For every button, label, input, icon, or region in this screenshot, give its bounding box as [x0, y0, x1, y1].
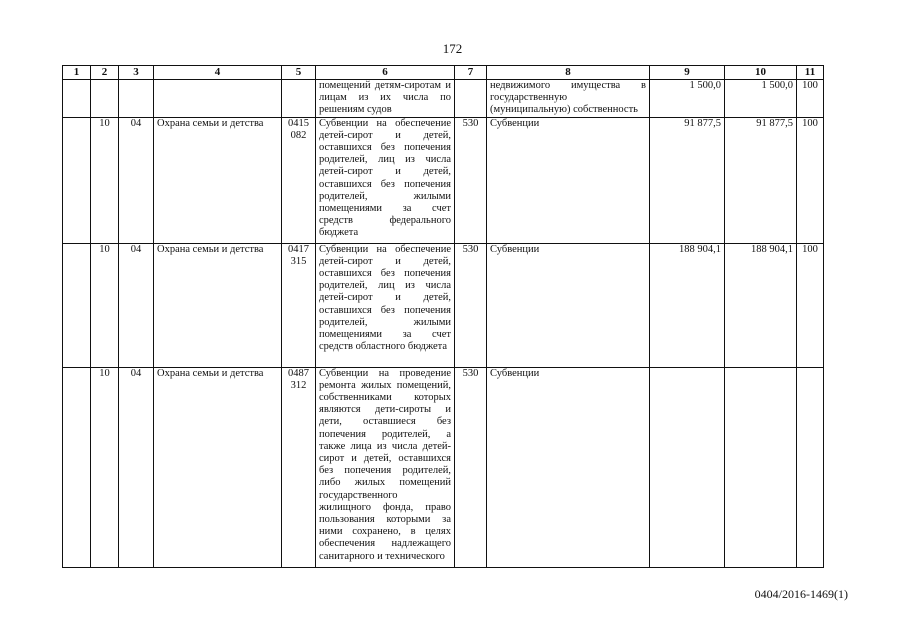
cell-amount-planned: 1 500,0	[650, 80, 725, 118]
column-header: 5	[282, 66, 316, 80]
cell-section: 10	[91, 367, 119, 567]
cell-section-name: Охрана семьи и детства	[154, 367, 282, 567]
column-header: 3	[119, 66, 154, 80]
target-code-part: 0487	[288, 367, 309, 379]
cell-expense-code: 530	[455, 367, 487, 567]
column-header: 4	[154, 66, 282, 80]
cell-section: 10	[91, 243, 119, 367]
cell-percent: 100	[797, 243, 824, 367]
budget-table	[62, 65, 824, 568]
cell-section	[91, 80, 119, 118]
cell-col1	[63, 367, 91, 567]
cell-description: Субвенции на проведение ремонта жилых помещений, собственниками которых являются дети-сироты и дети, оставшиеся без попечения родителей, а также лица из числа детей-сирот и детей, оставшихся без попечения родителей, либо жилых помещений государственного жилищного фонда, право пользования которыми за ними сохранено, в целях обеспечения надлежащего санитарного и технического	[316, 367, 455, 567]
cell-amount-planned: 188 904,1	[650, 243, 725, 367]
cell-description: Субвенции на обеспечение детей-сирот и детей, оставшихся без попечения родителей, лиц из числа детей-сирот и детей, оставшихся без попечения родителей, жилыми помещениями за счет средств областного бюджета	[316, 243, 455, 367]
cell-expense-type: Субвенции	[487, 117, 650, 243]
cell-section-name: Охрана семьи и детства	[154, 117, 282, 243]
table-row	[63, 80, 824, 118]
page-number: 172	[442, 41, 463, 56]
column-header: 11	[797, 66, 824, 80]
target-code-part: 312	[290, 379, 307, 391]
cell-amount-actual: 91 877,5	[725, 117, 797, 243]
cell-percent: 100	[797, 80, 824, 118]
column-header: 10	[725, 66, 797, 80]
target-code-part: 082	[290, 129, 307, 141]
cell-target-code	[282, 367, 316, 567]
table-row	[63, 367, 824, 567]
column-number-row	[63, 66, 824, 80]
table-row	[63, 117, 824, 243]
document-number: 0404/2016-1469(1)	[754, 587, 848, 601]
cell-section: 10	[91, 117, 119, 243]
column-header: 9	[650, 66, 725, 80]
cell-amount-actual: 1 500,0	[725, 80, 797, 118]
column-header: 7	[455, 66, 487, 80]
cell-subsection: 04	[119, 367, 154, 567]
cell-amount-planned	[650, 367, 725, 567]
cell-percent: 100	[797, 117, 824, 243]
cell-description: Субвенции на обеспечение детей-сирот и детей, оставшихся без попечения родителей, лиц из числа детей-сирот и детей, оставшихся без попечения родителей, жилыми помещениями за счет средств федерального бюджета	[316, 117, 455, 243]
cell-target-code	[282, 243, 316, 367]
column-header: 2	[91, 66, 119, 80]
cell-col1	[63, 117, 91, 243]
target-code-part: 0415	[288, 117, 309, 129]
cell-expense-code: 530	[455, 117, 487, 243]
cell-expense-code: 530	[455, 243, 487, 367]
cell-subsection: 04	[119, 117, 154, 243]
cell-section-name: Охрана семьи и детства	[154, 243, 282, 367]
cell-section-name	[154, 80, 282, 118]
cell-expense-type: Субвенции	[487, 243, 650, 367]
target-code-part: 0417	[288, 243, 309, 255]
cell-col1	[63, 243, 91, 367]
cell-expense-code	[455, 80, 487, 118]
cell-subsection	[119, 80, 154, 118]
target-code-part: 315	[290, 255, 307, 267]
cell-expense-type: Субвенции	[487, 367, 650, 567]
cell-subsection: 04	[119, 243, 154, 367]
cell-target-code	[282, 80, 316, 118]
table-row	[63, 243, 824, 367]
column-header: 6	[316, 66, 455, 80]
cell-amount-actual: 188 904,1	[725, 243, 797, 367]
cell-percent	[797, 367, 824, 567]
cell-col1	[63, 80, 91, 118]
cell-amount-actual	[725, 367, 797, 567]
cell-amount-planned: 91 877,5	[650, 117, 725, 243]
column-header: 1	[63, 66, 91, 80]
cell-description: помещений детям-сиротам и лицам из их числа по решениям судов	[316, 80, 455, 118]
column-header: 8	[487, 66, 650, 80]
cell-expense-type: недвижимого имущества в государственную (муниципальную) собственность	[487, 80, 650, 118]
cell-target-code	[282, 117, 316, 243]
